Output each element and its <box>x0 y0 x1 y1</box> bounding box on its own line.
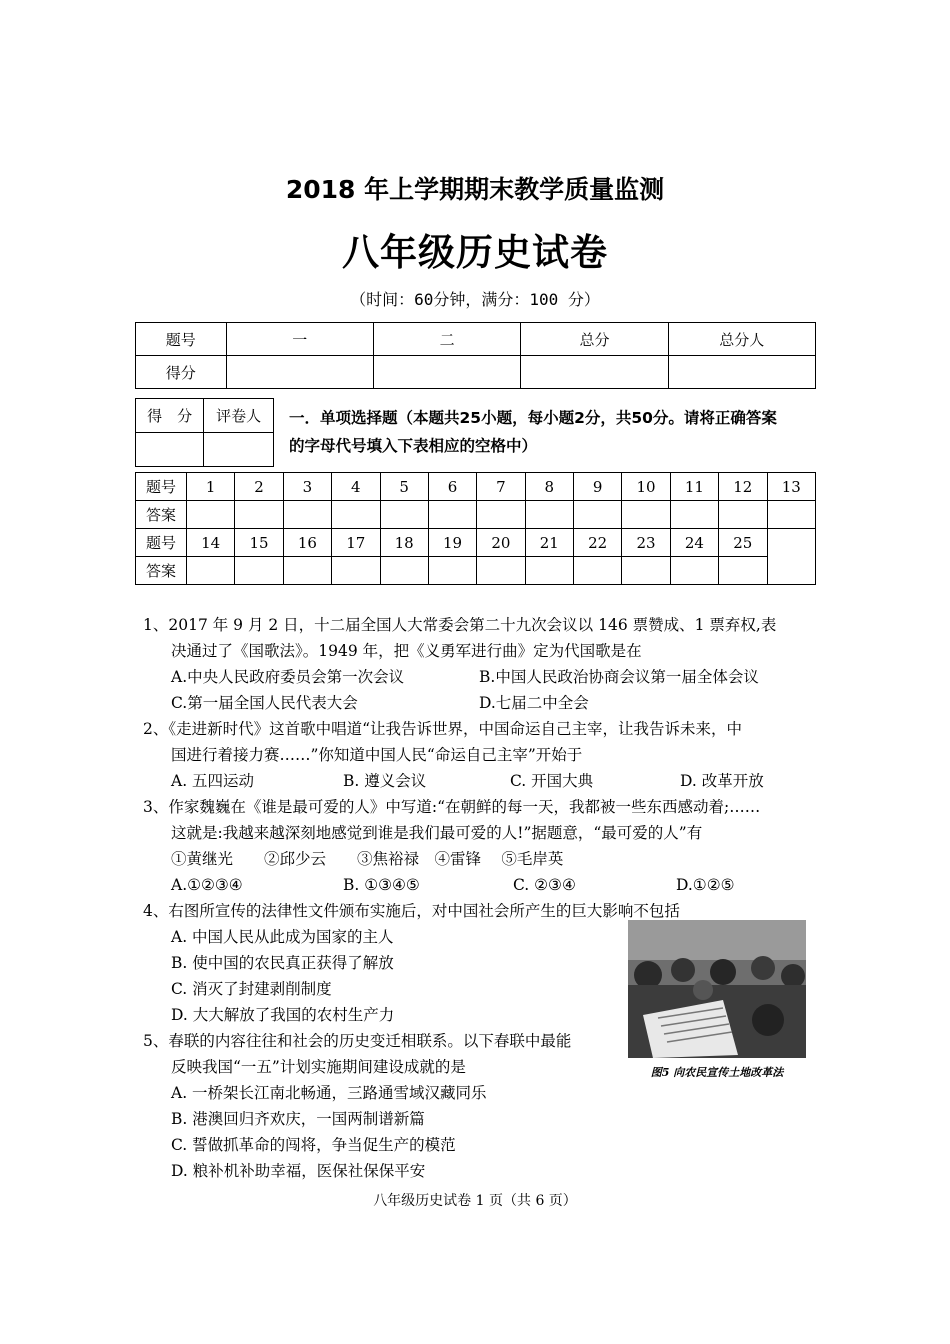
answer-question-number: 21 <box>525 529 573 557</box>
grader-score-cell[interactable] <box>136 433 204 467</box>
question-1-line: 决通过了《国歌法》。1949 年，把《义勇军进行曲》定为代国歌是在 <box>171 642 642 660</box>
score-cell[interactable] <box>226 356 373 389</box>
time-info: （时间：60分钟，满分：100 分） <box>350 290 600 309</box>
answer-question-number: 15 <box>235 529 283 557</box>
answer-num-label: 题号 <box>136 473 187 501</box>
answer-blank-cell <box>767 529 816 585</box>
answer-question-number: 13 <box>767 473 816 501</box>
grader-score-label: 得 分 <box>136 399 204 433</box>
score-cell[interactable] <box>668 356 815 389</box>
question-1-line: 1、2017 年 9 月 2 日，十二届全国人大常委会第二十九次会议以 146 票赞成、1 票弃权,表 <box>143 616 777 634</box>
answer-question-number: 4 <box>332 473 380 501</box>
answer-label: 答案 <box>136 501 187 529</box>
answer-question-number: 7 <box>477 473 525 501</box>
question-3-line: ①黄继光 ②邱少云 ③焦裕禄 ④雷锋 ⑤毛岸英 <box>171 850 564 868</box>
photo-image-icon <box>628 920 806 1058</box>
option: C.第一届全国人民代表大会 <box>171 694 358 712</box>
option: C. 消灭了封建剥削制度 <box>171 980 332 998</box>
answer-question-number: 23 <box>622 529 670 557</box>
answer-num-label: 题号 <box>136 529 187 557</box>
answer-cell[interactable] <box>380 501 428 529</box>
grader-label: 评卷人 <box>204 399 274 433</box>
answer-question-number: 9 <box>574 473 622 501</box>
answer-question-number: 17 <box>332 529 380 557</box>
score-header: 题号 <box>136 323 227 356</box>
answer-cell[interactable] <box>332 501 380 529</box>
score-row-label: 得分 <box>136 356 227 389</box>
answer-question-number: 10 <box>622 473 670 501</box>
score-cell[interactable] <box>521 356 668 389</box>
answer-question-number: 25 <box>719 529 767 557</box>
option: A. 一桥架长江南北畅通，三路通雪域汉藏同乐 <box>171 1084 487 1102</box>
option: A.中央人民政府委员会第一次会议 <box>171 668 405 686</box>
answer-cell[interactable] <box>428 557 476 585</box>
option: B. 港澳回归齐欢庆，一国两制谱新篇 <box>171 1110 425 1128</box>
section-heading <box>289 404 819 460</box>
answer-question-number: 12 <box>719 473 767 501</box>
option: A.①②③④ <box>171 876 243 894</box>
answer-cell[interactable] <box>574 501 622 529</box>
answer-question-number: 3 <box>283 473 331 501</box>
option: B. 遵义会议 <box>343 772 427 790</box>
option: C. 开国大典 <box>510 772 594 790</box>
option: C. 誓做抓革命的闯将，争当促生产的模范 <box>171 1136 456 1154</box>
section-heading-line: 的字母代号填入下表相应的空格中） <box>289 437 538 455</box>
score-cell[interactable] <box>373 356 520 389</box>
answer-question-number: 1 <box>187 473 235 501</box>
answer-cell[interactable] <box>670 501 718 529</box>
score-header: 总分 <box>521 323 668 356</box>
answer-cell[interactable] <box>187 557 235 585</box>
answer-question-number: 8 <box>525 473 573 501</box>
answer-cell[interactable] <box>719 501 767 529</box>
answer-question-number: 2 <box>235 473 283 501</box>
answer-cell[interactable] <box>187 501 235 529</box>
section-heading-line: 一．单项选择题（本题共25小题，每小题2分，共50分。请将正确答案 <box>289 409 777 427</box>
option: D. 粮补机补助幸福，医保社保保平安 <box>171 1162 426 1180</box>
option: C. ②③④ <box>513 876 576 894</box>
answer-cell[interactable] <box>283 557 331 585</box>
grader-table <box>135 398 274 467</box>
answer-cell[interactable] <box>477 557 525 585</box>
answer-question-number: 5 <box>380 473 428 501</box>
land-reform-photo <box>628 920 806 1058</box>
answer-question-number: 11 <box>670 473 718 501</box>
exam-subtitle: 八年级历史试卷 <box>342 230 608 274</box>
question-2-line: 国进行着接力赛……”你知道中国人民“命运自己主宰”开始于 <box>171 746 583 764</box>
answer-cell[interactable] <box>235 557 283 585</box>
answer-cell[interactable] <box>622 501 670 529</box>
answer-cell[interactable] <box>332 557 380 585</box>
question-4-line: 4、右图所宣传的法律性文件颁布实施后，对中国社会所产生的巨大影响不包括 <box>143 902 680 920</box>
answer-question-number: 16 <box>283 529 331 557</box>
answer-cell[interactable] <box>525 557 573 585</box>
answer-cell[interactable] <box>574 557 622 585</box>
option: B. ①③④⑤ <box>343 876 420 894</box>
option: A. 中国人民从此成为国家的主人 <box>171 928 394 946</box>
answer-question-number: 19 <box>428 529 476 557</box>
option: D. 改革开放 <box>680 772 764 790</box>
answer-label: 答案 <box>136 557 187 585</box>
answer-cell[interactable] <box>283 501 331 529</box>
answer-cell[interactable] <box>525 501 573 529</box>
answer-question-number: 22 <box>574 529 622 557</box>
question-3-line: 3、作家魏巍在《谁是最可爱的人》中写道:“在朝鲜的每一天，我都被一些东西感动着;…… <box>143 798 761 816</box>
score-header: 总分人 <box>668 323 815 356</box>
question-2-line: 2、《走进新时代》这首歌中唱道“让我告诉世界，中国命运自己主宰，让我告诉未来，中 <box>143 720 743 738</box>
answer-cell[interactable] <box>767 501 816 529</box>
option: D.①②⑤ <box>676 876 735 894</box>
answer-question-number: 24 <box>670 529 718 557</box>
question-5-line: 反映我国“一五”计划实施期间建设成就的是 <box>171 1058 466 1076</box>
page-footer: 八年级历史试卷 1 页（共 6 页） <box>373 1193 577 1209</box>
answer-question-number: 14 <box>187 529 235 557</box>
answer-cell[interactable] <box>719 557 767 585</box>
exam-title: 2018 年上学期期末教学质量监测 <box>285 175 665 204</box>
answer-table <box>135 472 816 585</box>
option: A. 五四运动 <box>171 772 255 790</box>
question-5-line: 5、春联的内容往往和社会的历史变迁相联系。以下春联中最能 <box>143 1032 572 1050</box>
option: B.中国人民政治协商会议第一届全体会议 <box>479 668 759 686</box>
answer-question-number: 18 <box>380 529 428 557</box>
answer-question-number: 6 <box>428 473 476 501</box>
answer-cell[interactable] <box>622 557 670 585</box>
grader-cell[interactable] <box>204 433 274 467</box>
option: D.七届二中全会 <box>479 694 589 712</box>
option: B. 使中国的农民真正获得了解放 <box>171 954 394 972</box>
score-header: 一 <box>226 323 373 356</box>
answer-question-number: 20 <box>477 529 525 557</box>
figure-caption: 图5 向农民宣传土地改革法 <box>650 1066 784 1079</box>
answer-cell[interactable] <box>380 557 428 585</box>
answer-cell[interactable] <box>428 501 476 529</box>
answer-cell[interactable] <box>235 501 283 529</box>
score-table <box>135 322 816 389</box>
answer-cell[interactable] <box>670 557 718 585</box>
answer-cell[interactable] <box>477 501 525 529</box>
question-3-line: 这就是:我越来越深刻地感觉到谁是我们最可爱的人!”据题意，“最可爱的人”有 <box>171 824 703 842</box>
option: D. 大大解放了我国的农村生产力 <box>171 1006 395 1024</box>
score-header: 二 <box>373 323 520 356</box>
